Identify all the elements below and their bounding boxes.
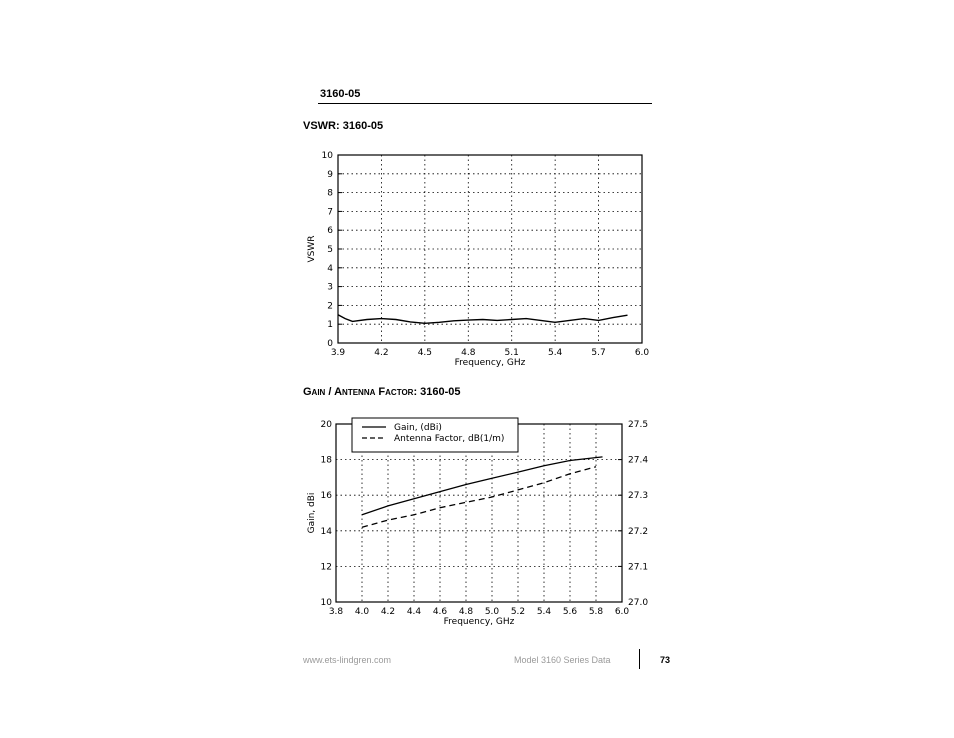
x-axis-label: Frequency, GHz <box>454 358 526 368</box>
x-tick-label: 3.8 <box>328 607 344 617</box>
header-rule <box>318 103 652 104</box>
x-tick-label: 5.2 <box>510 607 526 617</box>
y-tick-label: 20 <box>320 420 332 430</box>
y-axis-label: VSWR <box>307 235 317 263</box>
y2-tick-label: 27.4 <box>628 455 649 466</box>
y-tick-label: 0 <box>327 339 333 349</box>
y-tick-label: 6 <box>327 226 333 237</box>
footer-separator <box>639 649 640 669</box>
y-tick-label: 18 <box>320 455 332 466</box>
vswr-chart <box>300 145 660 370</box>
y2-tick-label: 27.0 <box>628 598 649 608</box>
y-tick-label: 3 <box>327 282 333 293</box>
y-tick-label: 9 <box>327 169 333 180</box>
x-tick-label: 4.0 <box>354 607 370 617</box>
y-tick-label: 8 <box>327 188 333 199</box>
x-tick-label: 5.4 <box>536 607 552 617</box>
y-tick-label: 10 <box>320 598 332 608</box>
y-tick-label: 14 <box>320 526 332 537</box>
x-tick-label: 5.0 <box>484 607 500 617</box>
y2-tick-label: 27.1 <box>628 562 649 573</box>
y-tick-label: 10 <box>321 151 333 161</box>
x-tick-label: 3.9 <box>330 348 346 358</box>
x-tick-label: 4.8 <box>461 348 476 358</box>
x-tick-label: 4.2 <box>380 607 396 617</box>
x-tick-label: 4.5 <box>417 348 433 358</box>
page-number: 73 <box>660 655 671 665</box>
x-tick-label: 4.6 <box>432 607 448 617</box>
y-tick-label: 4 <box>327 263 333 274</box>
y-tick-label: 7 <box>327 207 333 218</box>
x-tick-label: 6.0 <box>614 607 630 617</box>
x-tick-label: 5.8 <box>588 607 604 617</box>
x-tick-label: 6.0 <box>634 348 650 358</box>
model-header: 3160-05 <box>320 88 361 100</box>
y-tick-label: 12 <box>320 562 332 573</box>
y2-tick-label: 27.5 <box>628 420 649 430</box>
x-axis-label: Frequency, GHz <box>443 617 515 627</box>
x-tick-label: 4.8 <box>458 607 474 617</box>
gain-series-line <box>362 457 603 515</box>
x-tick-label: 5.7 <box>591 348 606 358</box>
vswr-section-title: VSWR: 3160-05 <box>303 120 384 132</box>
footer-url: www.ets-lindgren.com <box>303 655 392 665</box>
x-tick-label: 5.4 <box>547 348 563 358</box>
gain-section-title: Gain / Antenna Factor: 3160-05 <box>303 386 461 398</box>
gain-antenna-factor-chart <box>300 410 660 632</box>
footer-doc-title: Model 3160 Series Data <box>514 655 611 665</box>
y2-tick-label: 27.2 <box>628 526 649 537</box>
x-tick-label: 5.6 <box>562 607 578 617</box>
y-tick-label: 5 <box>327 245 333 255</box>
y-tick-label: 2 <box>327 301 333 312</box>
antenna-factor-series-line <box>362 467 596 528</box>
legend-label: Gain, (dBi) <box>394 423 442 433</box>
y2-tick-label: 27.3 <box>628 491 649 502</box>
y-tick-label: 16 <box>320 491 332 502</box>
y-axis-label: Gain, dBi <box>307 492 317 534</box>
x-tick-label: 4.4 <box>406 607 422 617</box>
x-tick-label: 4.2 <box>374 348 389 358</box>
y-tick-label: 1 <box>327 320 333 331</box>
legend-label: Antenna Factor, dB(1/m) <box>394 434 505 444</box>
x-tick-label: 5.1 <box>504 348 519 358</box>
